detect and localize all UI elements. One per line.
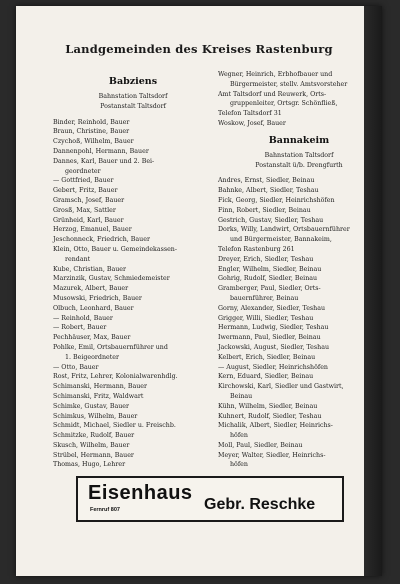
list-item bbox=[53, 421, 213, 431]
entry-line: Jeschonneck, Friedrich, Bauer bbox=[53, 236, 150, 244]
resident-list-continued bbox=[218, 70, 380, 129]
entry-continuation: und Bürgermeister, Bannakeim, bbox=[230, 236, 332, 244]
ad-firm-name: Eisenhaus bbox=[88, 482, 193, 504]
entry-line: Iwermann, Paul, Siedler, Beinau bbox=[218, 334, 321, 342]
entry-line: Thomas, Hugo, Lehrer bbox=[53, 461, 126, 469]
list-item bbox=[53, 274, 213, 284]
list-item bbox=[218, 412, 380, 422]
entry-line: Finn, Robert, Siedler, Beinau bbox=[218, 206, 311, 214]
entry-line: Skusch, Wilhelm, Bauer bbox=[53, 441, 130, 449]
document-page bbox=[16, 6, 382, 576]
entry-continuation: höfen bbox=[230, 461, 248, 469]
entry-line: Grigger, Willi, Siedler, Teshau bbox=[218, 314, 314, 322]
list-item bbox=[53, 333, 213, 343]
entry-line: Pechhäuser, Max, Bauer bbox=[53, 334, 131, 342]
list-item bbox=[218, 265, 380, 275]
resident-list-babziens bbox=[53, 118, 213, 471]
list-item bbox=[53, 402, 213, 412]
right-column bbox=[218, 70, 380, 470]
entry-line: Mazurek, Albert, Bauer bbox=[53, 285, 129, 293]
entry-continuation: 1. Beigeordneter bbox=[65, 353, 120, 361]
station-line: Bahnstation Taltsdorf bbox=[98, 93, 168, 100]
list-item bbox=[53, 304, 213, 314]
station-line: Bahnstation Taltsdorf bbox=[264, 151, 334, 159]
entry-line: Andres, Ernst, Siedler, Beinau bbox=[218, 177, 315, 185]
entry-line: Dannenpohl, Hermann, Bauer bbox=[53, 147, 149, 155]
list-item bbox=[218, 70, 380, 90]
entry-line: Kuhnert, Rudolf, Siedler, Teshau bbox=[218, 412, 322, 420]
list-item bbox=[218, 323, 380, 333]
advertisement-box bbox=[76, 476, 344, 522]
list-item bbox=[218, 206, 380, 216]
list-item bbox=[218, 274, 380, 284]
entry-line: Grosß, Max, Sattler bbox=[53, 206, 116, 214]
entry-line: Hermann, Ludwig, Siedler, Teshau bbox=[218, 324, 329, 332]
entry-line: Musowski, Friedrich, Bauer bbox=[53, 294, 142, 302]
list-item bbox=[218, 225, 380, 245]
list-item bbox=[53, 176, 213, 186]
entry-continuation: gruppenleiter, Ortsgr. Schönfließ, bbox=[230, 100, 338, 108]
list-item bbox=[53, 294, 213, 304]
entry-line: — Robert, Bauer bbox=[53, 324, 107, 332]
ad-phone: Fernruf 807 bbox=[90, 507, 120, 513]
list-item bbox=[218, 186, 380, 196]
list-item bbox=[53, 323, 213, 333]
list-item bbox=[218, 421, 380, 441]
entry-line: — Reinhold, Bauer bbox=[53, 314, 113, 322]
entry-line: Binder, Reinhold, Bauer bbox=[53, 118, 130, 126]
list-item bbox=[218, 109, 380, 119]
list-item bbox=[218, 333, 380, 343]
entry-line: Wegner, Heinrich, Erbhofbauer und bbox=[218, 71, 333, 78]
entry-line: Amt Taltsdorf und Reuwerk, Orts- bbox=[218, 90, 327, 98]
entry-line: Telefon Taltsdorf 31 bbox=[218, 110, 282, 118]
resident-list-bannakeim bbox=[218, 176, 380, 470]
page-edge-shadow bbox=[364, 6, 382, 576]
entry-line: Dreyer, Erich, Siedler, Teshau bbox=[218, 255, 314, 263]
entry-line: Herzog, Emanuel, Bauer bbox=[53, 226, 132, 234]
list-item bbox=[218, 382, 380, 402]
list-item bbox=[53, 284, 213, 294]
list-item bbox=[53, 196, 213, 206]
list-item bbox=[53, 127, 213, 137]
entry-line: Grünheid, Karl, Bauer bbox=[53, 216, 124, 224]
entry-line: Jackowski, August, Siedler, Teshau bbox=[218, 343, 330, 351]
entry-line: Schimanski, Hermann, Bauer bbox=[53, 383, 147, 391]
entry-line: — Otto, Bauer bbox=[53, 363, 99, 371]
list-item bbox=[53, 372, 213, 382]
entry-line: Marzinzik, Gustav, Schmiedemeister bbox=[53, 275, 170, 283]
entry-line: Schimke, Gustav, Bauer bbox=[53, 402, 130, 410]
entry-line: Gorny, Alexander, Siedler, Teshau bbox=[218, 304, 326, 312]
entry-line: Dorks, Willy, Landwirt, Ortsbauernführer bbox=[218, 226, 350, 234]
entry-line: Fick, Georg, Siedler, Heinrichshöfen bbox=[218, 196, 335, 204]
entry-line: Kube, Christian, Bauer bbox=[53, 265, 127, 273]
list-item bbox=[218, 304, 380, 314]
entry-line: Woskow, Josef, Bauer bbox=[218, 119, 286, 127]
list-item bbox=[53, 314, 213, 324]
list-item bbox=[218, 245, 380, 255]
entry-line: Gestrich, Gustav, Siedler, Teshau bbox=[218, 216, 324, 224]
entry-line: Gohrig, Rudolf, Siedler, Beinau bbox=[218, 275, 318, 283]
list-item bbox=[218, 216, 380, 226]
list-item bbox=[53, 216, 213, 226]
left-column bbox=[53, 70, 213, 470]
list-item bbox=[218, 441, 380, 451]
list-item bbox=[53, 392, 213, 402]
list-item bbox=[53, 343, 213, 363]
list-item bbox=[218, 402, 380, 412]
list-item bbox=[53, 451, 213, 461]
town-heading-babziens: Babziens bbox=[108, 76, 158, 87]
entry-line: Schmitzke, Rudolf, Bauer bbox=[53, 432, 135, 440]
entry-continuation: geordneter bbox=[65, 167, 101, 175]
list-item bbox=[53, 265, 213, 275]
entry-line: Kelbert, Erich, Siedler, Beinau bbox=[218, 353, 316, 361]
entry-line: Schmidt, Michael, Siedler u. Freischb. bbox=[53, 422, 176, 430]
list-item bbox=[53, 157, 213, 177]
list-item bbox=[53, 382, 213, 392]
entry-line: Gramberger, Paul, Siedler, Orts- bbox=[218, 285, 321, 293]
list-item bbox=[53, 441, 213, 451]
list-item bbox=[53, 431, 213, 441]
list-item bbox=[53, 235, 213, 245]
entry-line: Kühn, Wilhelm, Siedler, Beinau bbox=[218, 402, 318, 410]
list-item bbox=[53, 412, 213, 422]
list-item bbox=[53, 137, 213, 147]
list-item bbox=[218, 255, 380, 265]
list-item bbox=[218, 90, 380, 110]
list-item bbox=[53, 118, 213, 128]
page-title: Landgemeinden des Kreises Rastenburg bbox=[65, 42, 333, 56]
entry-line: Dannes, Karl, Bauer und 2. Bei- bbox=[53, 157, 155, 165]
entry-line: Bahnke, Albert, Siedler, Teshau bbox=[218, 187, 319, 195]
entry-line: Meyer, Walter, Siedler, Heinrichs- bbox=[218, 451, 326, 459]
entry-continuation: höfen bbox=[230, 432, 248, 440]
entry-line: — Gottfried, Bauer bbox=[53, 177, 114, 185]
list-item bbox=[218, 176, 380, 186]
list-item bbox=[53, 245, 213, 265]
list-item bbox=[218, 363, 380, 373]
list-item bbox=[218, 372, 380, 382]
list-item bbox=[218, 284, 380, 304]
list-item bbox=[218, 353, 380, 363]
entry-line: Gebert, Fritz, Bauer bbox=[53, 187, 118, 195]
list-item bbox=[218, 119, 380, 129]
entry-line: Michalik, Albert, Siedler, Heinrichs- bbox=[218, 422, 333, 430]
list-item bbox=[53, 206, 213, 216]
entry-line: Telefon Rastenburg 261 bbox=[218, 245, 295, 253]
entry-continuation: Bürgermeister, stellv. Amtsvorsteher bbox=[230, 80, 348, 88]
entry-line: Kern, Eduard, Siedler, Beinau bbox=[218, 373, 314, 381]
entry-line: Rost, Fritz, Lehrer, Kolonialwarenhdlg. bbox=[53, 373, 178, 381]
list-item bbox=[218, 343, 380, 353]
list-item bbox=[53, 460, 213, 470]
entry-line: Klein, Otto, Bauer u. Gemeindekassen- bbox=[53, 245, 177, 253]
entry-line: Gramsch, Josef, Bauer bbox=[53, 196, 125, 204]
entry-line: — August, Siedler, Heinrichshöfen bbox=[218, 363, 328, 371]
list-item bbox=[218, 314, 380, 324]
list-item bbox=[53, 186, 213, 196]
list-item bbox=[218, 451, 380, 471]
entry-line: Kirchowski, Karl, Siedler und Gastwirt, bbox=[218, 383, 344, 391]
list-item bbox=[53, 363, 213, 373]
town-heading-bannakeim: Bannakeim bbox=[268, 134, 330, 146]
entry-line: Czychoß, Wilhelm, Bauer bbox=[53, 138, 134, 146]
entry-line: Schimanski, Fritz, Waldwart bbox=[53, 392, 144, 400]
post-office-line: Postanstalt ü/b. Drengfurth bbox=[255, 161, 343, 169]
entry-line: Moll, Paul, Siedler, Beinau bbox=[218, 441, 303, 449]
entry-continuation: Beinau bbox=[230, 392, 253, 400]
entry-line: Pohlke, Emil, Ortsbauernführer und bbox=[53, 343, 168, 351]
post-office-line: Postanstalt Taltsdorf bbox=[100, 102, 166, 110]
list-item bbox=[53, 225, 213, 235]
entry-continuation: bauernführer, Beinau bbox=[230, 294, 299, 302]
entry-line: Olbuch, Leonhard, Bauer bbox=[53, 304, 134, 312]
entry-continuation: rendant bbox=[65, 255, 91, 263]
ad-owner-name: Gebr. Reschke bbox=[204, 496, 316, 513]
entry-line: Schimkus, Wilhelm, Bauer bbox=[53, 412, 138, 420]
entry-line: Strübel, Hermann, Bauer bbox=[53, 451, 134, 459]
list-item bbox=[218, 196, 380, 206]
entry-line: Braun, Christine, Bauer bbox=[53, 128, 130, 136]
entry-line: Engler, Wilhelm, Siedler, Beinau bbox=[218, 265, 322, 273]
list-item bbox=[53, 147, 213, 157]
